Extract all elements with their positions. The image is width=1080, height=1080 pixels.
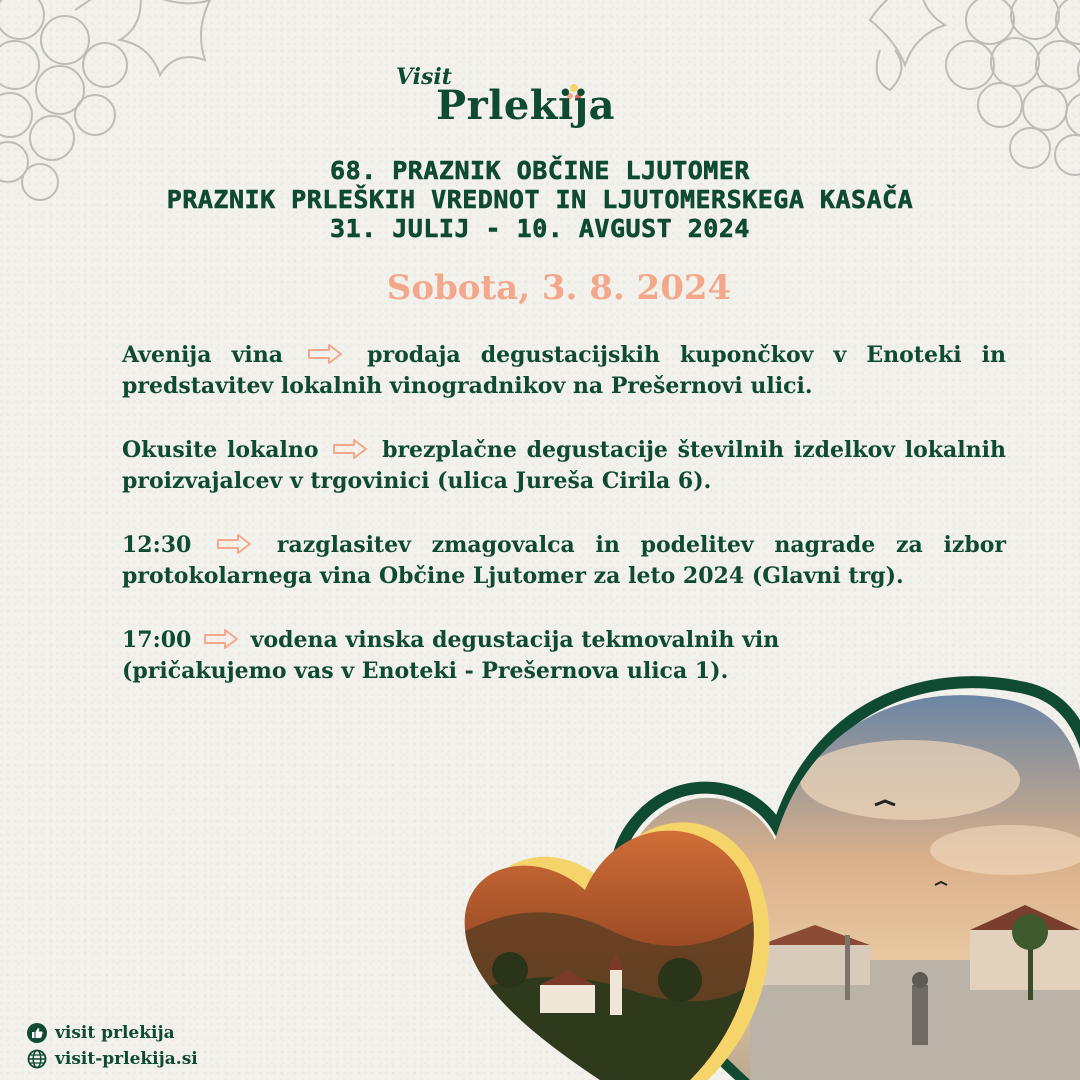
item-lead: 17:00	[122, 627, 192, 653]
footer	[27, 1020, 198, 1072]
logo-visit-text: Visit	[396, 64, 452, 90]
social-label: visit prlekija	[55, 1023, 175, 1043]
headline-line-2: PRAZNIK PRLEŠKIH VREDNOT IN LJUTOMERSKEGA KASAČA	[166, 185, 914, 214]
logo-name-text: Prlekija	[436, 82, 616, 129]
list-item	[122, 530, 1006, 592]
arrow-icon	[307, 343, 343, 365]
arrow-icon	[332, 438, 368, 460]
website-link[interactable]	[27, 1046, 198, 1072]
arrow-icon	[203, 628, 239, 650]
item-lead: 12:30	[122, 532, 192, 558]
brand-logo	[392, 62, 622, 142]
item-text: razglasitev zmagovalca in podelitev nagrade za izbor protokolarnega vina Občine Ljutomer za leto 2024 (Glavni trg).	[122, 532, 1006, 589]
item-text: vodena vinska degustacija tekmovalnih vin (pričakujemo vas v Enoteki - Prešernova ulica 1).	[122, 627, 780, 684]
item-text: brezplačne degustacije številnih izdelkov lokalnih proizvajalcev v trgovinici (ulica Jureša Cirila 6).	[122, 437, 1006, 494]
event-headline	[60, 156, 1020, 243]
list-item	[122, 435, 1006, 497]
event-date: Sobota, 3. 8. 2024	[386, 268, 732, 308]
item-text: prodaja degustacijskih kupončkov v Enoteki in predstavitev lokalnih vinogradnikov na Prešernovi ulici.	[122, 342, 1006, 399]
headline-line-3: 31. JULIJ - 10. AVGUST 2024	[330, 214, 750, 243]
headline-line-1: 68. PRAZNIK OBČINE LJUTOMER	[330, 156, 750, 185]
globe-icon	[27, 1049, 47, 1069]
arrow-icon	[216, 533, 252, 555]
list-item	[122, 340, 1006, 402]
item-lead: Okusite lokalno	[122, 437, 319, 463]
website-label: visit-prlekija.si	[55, 1049, 198, 1069]
heart-photos	[450, 640, 1080, 1080]
item-lead: Avenija vina	[122, 342, 283, 368]
social-link[interactable]	[27, 1020, 198, 1046]
thumbs-up-icon	[27, 1023, 47, 1043]
